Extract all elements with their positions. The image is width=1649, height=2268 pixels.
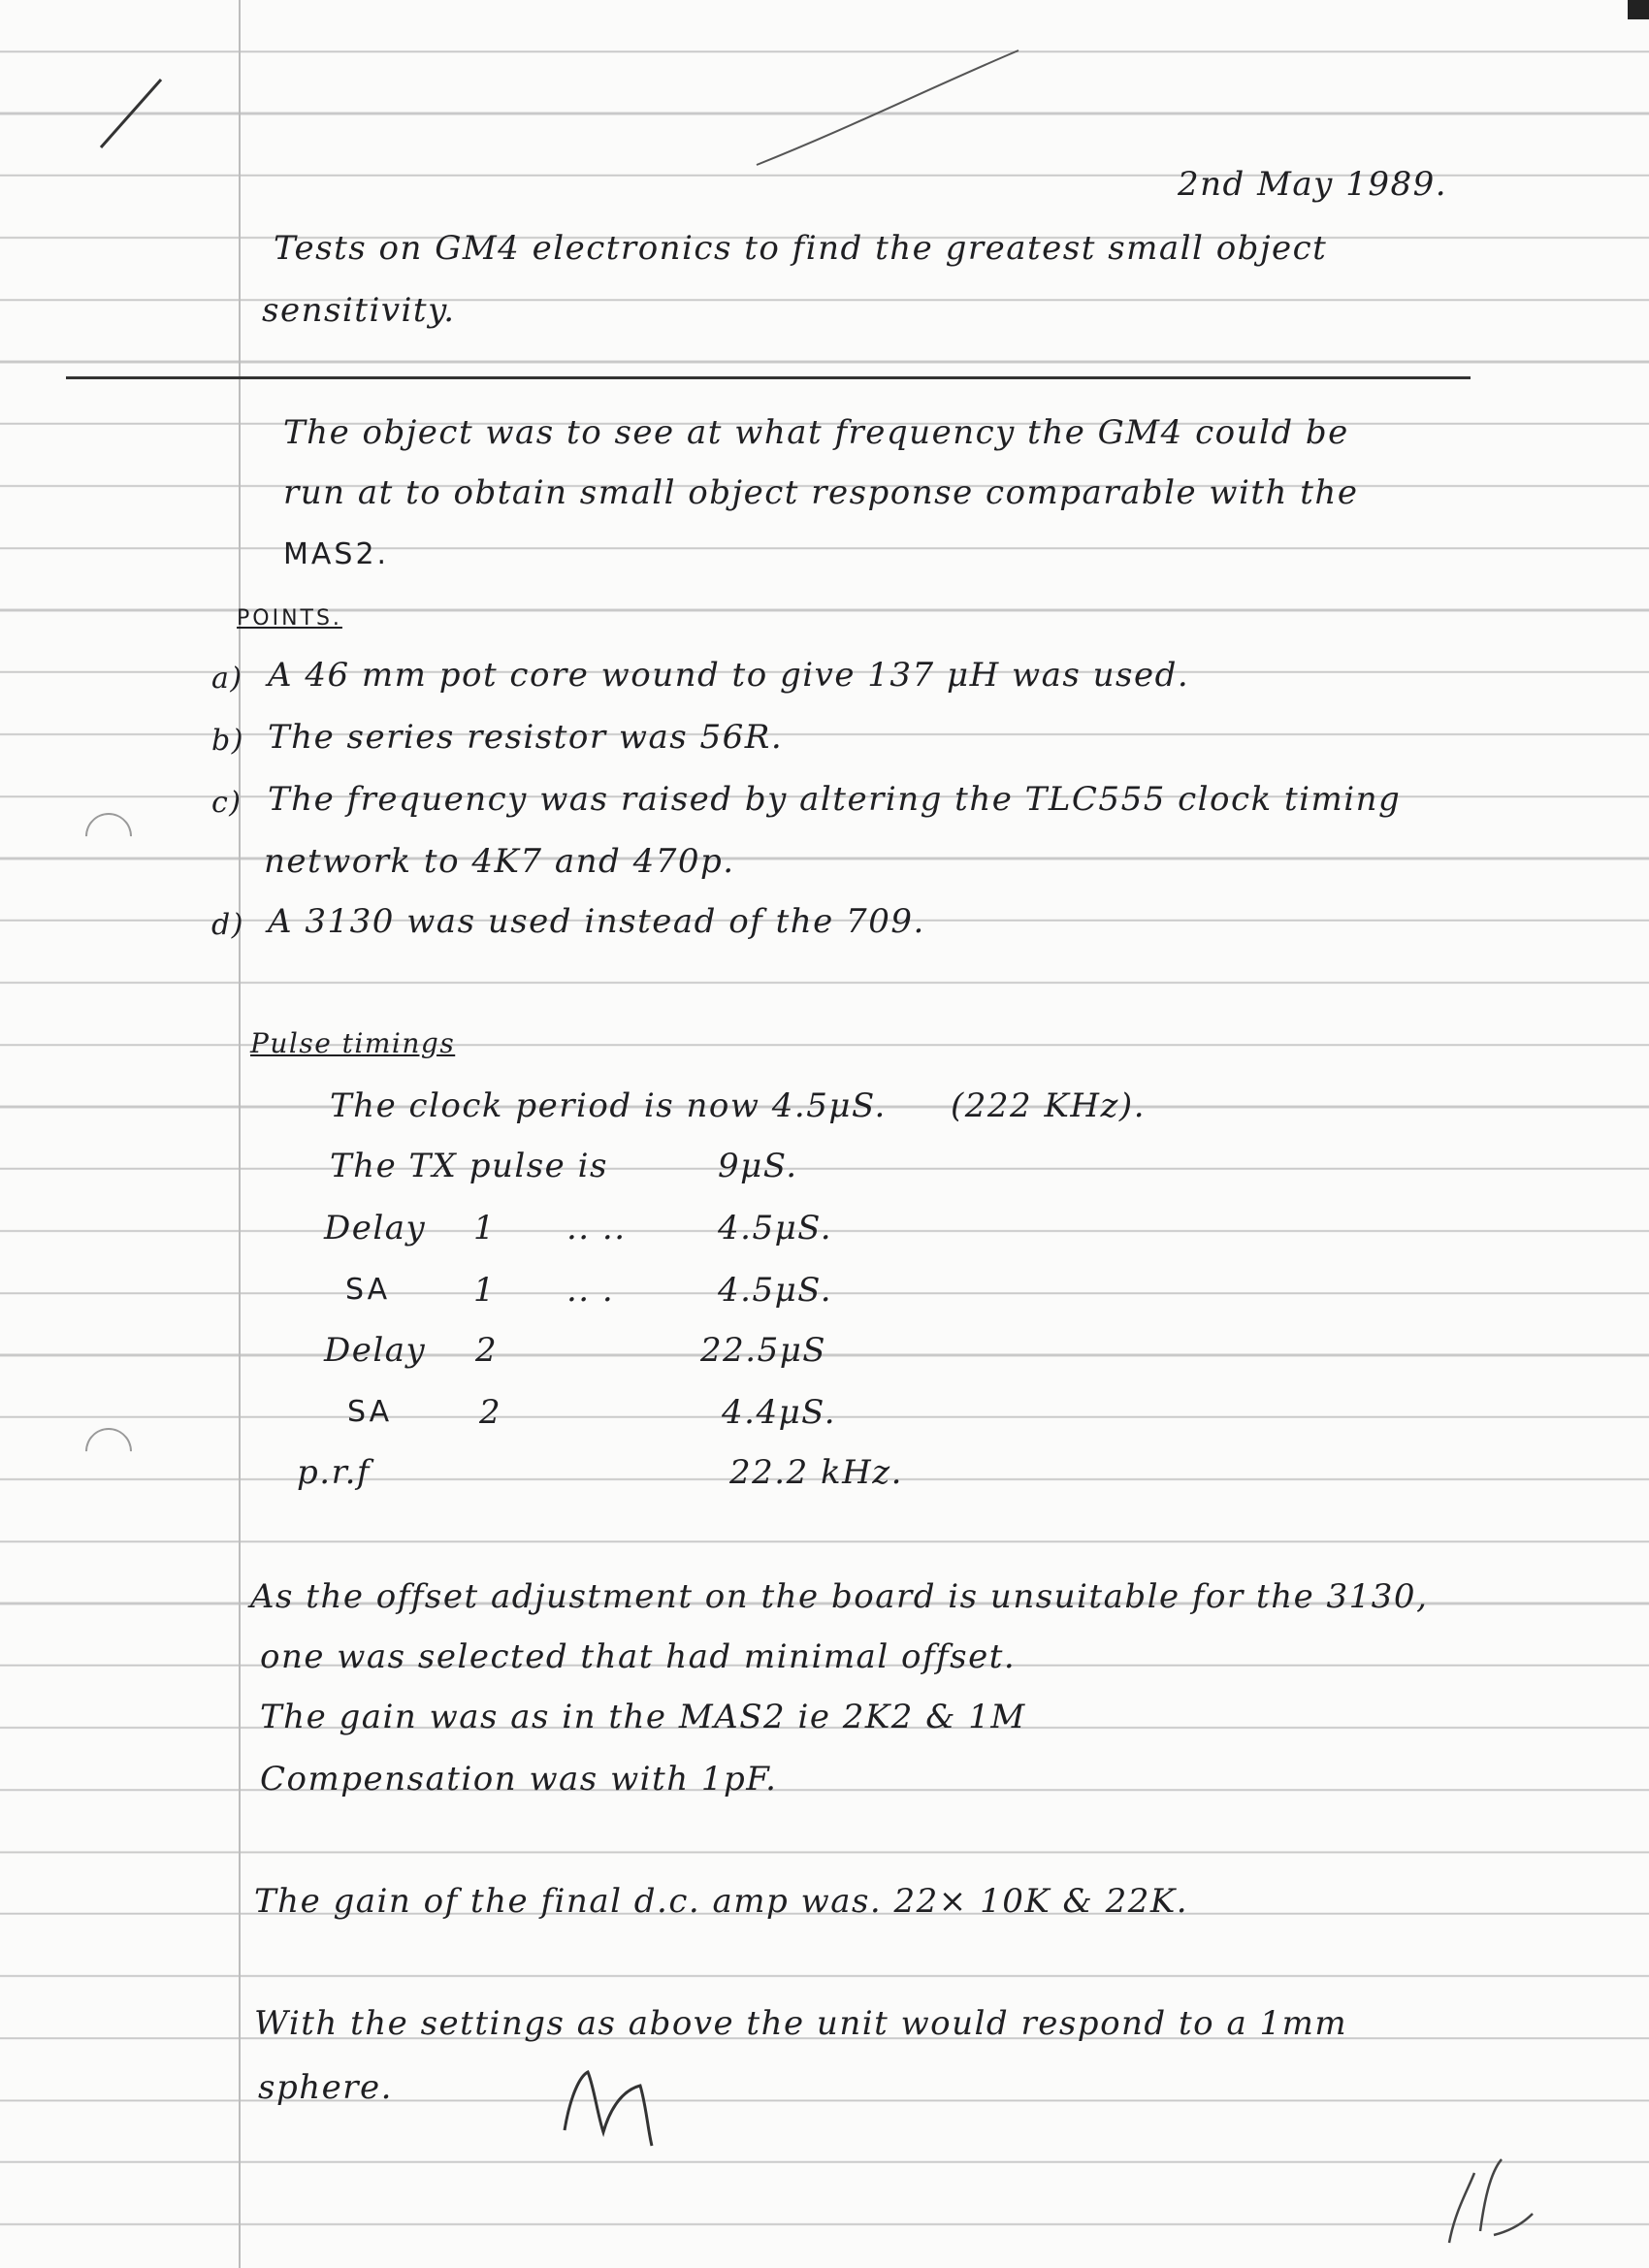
sa-2-value: 4.4μS. bbox=[722, 1393, 837, 1432]
pen-stroke-top-left bbox=[101, 80, 161, 147]
clock-period-line: The clock period is now 4.5μS. bbox=[330, 1086, 887, 1125]
sa-2-number: 2 bbox=[479, 1393, 502, 1432]
point-a-text: A 46 mm pot core wound to give 137 μH was used. bbox=[268, 656, 1190, 695]
objective-line-3: MAS2. bbox=[283, 537, 390, 571]
title-line-1: Tests on GM4 electronics to find the greatest small object bbox=[274, 229, 1328, 268]
offset-line-1: As the offset adjustment on the board is unsuitable for the 3130, bbox=[250, 1577, 1429, 1616]
offset-line-3: The gain was as in the MAS2 ie 2K2 & 1M bbox=[260, 1698, 1026, 1736]
delay-2-value: 22.5μS bbox=[700, 1331, 827, 1370]
delay-1-ditto: .. .. bbox=[566, 1209, 627, 1247]
point-b-text: The series resistor was 56R. bbox=[268, 718, 784, 757]
title-line-2: sensitivity. bbox=[262, 291, 456, 330]
prf-label: p.r.f bbox=[297, 1453, 371, 1492]
sa-1-value: 4.5μS. bbox=[718, 1271, 833, 1310]
offset-line-4: Compensation was with 1pF. bbox=[260, 1760, 778, 1798]
point-d-text: A 3130 was used instead of the 709. bbox=[268, 902, 925, 941]
prf-value: 22.2 kHz. bbox=[729, 1453, 903, 1492]
pulse-timings-heading: Pulse timings bbox=[250, 1027, 456, 1059]
point-d-label: d) bbox=[211, 908, 244, 942]
point-b-label: b) bbox=[211, 724, 244, 758]
result-line-1: With the settings as above the unit would respond to a 1mm bbox=[254, 2004, 1348, 2043]
signature-mark bbox=[1449, 2159, 1533, 2243]
delay-1-value: 4.5μS. bbox=[718, 1209, 833, 1247]
delay-1-label: Delay bbox=[324, 1209, 427, 1247]
initials-mark bbox=[565, 2072, 652, 2146]
clock-frequency: (222 KHz). bbox=[951, 1086, 1147, 1125]
delay-2-label: Delay bbox=[324, 1331, 427, 1370]
sa-1-number: 1 bbox=[473, 1271, 497, 1310]
point-c-label: c) bbox=[211, 786, 242, 820]
points-heading: POINTS. bbox=[237, 606, 342, 631]
section-divider bbox=[66, 376, 1471, 379]
point-c-continuation: network to 4K7 and 470p. bbox=[264, 842, 735, 881]
sa-1-label: SA bbox=[345, 1273, 391, 1307]
pen-stroke-top bbox=[757, 50, 1018, 165]
result-line-2: sphere. bbox=[258, 2068, 393, 2107]
delay-1-number: 1 bbox=[473, 1209, 497, 1247]
point-a-label: a) bbox=[211, 662, 243, 696]
tx-pulse-value: 9μS. bbox=[718, 1147, 798, 1185]
date-text: 2nd May 1989. bbox=[1178, 165, 1448, 204]
objective-line-2: run at to obtain small object response comparable with the bbox=[283, 473, 1359, 512]
offset-line-2: one was selected that had minimal offset. bbox=[260, 1637, 1017, 1676]
point-c-text: The frequency was raised by altering the TLC555 clock timing bbox=[268, 780, 1402, 819]
dc-amp-gain-line: The gain of the final d.c. amp was. 22× 10K & 22K. bbox=[254, 1882, 1189, 1921]
sa-1-ditto: .. . bbox=[566, 1271, 615, 1310]
objective-line-1: The object was to see at what frequency the GM4 could be bbox=[283, 413, 1349, 452]
tx-pulse-label: The TX pulse is bbox=[330, 1147, 608, 1185]
delay-2-number: 2 bbox=[475, 1331, 499, 1370]
sa-2-label: SA bbox=[347, 1395, 393, 1429]
